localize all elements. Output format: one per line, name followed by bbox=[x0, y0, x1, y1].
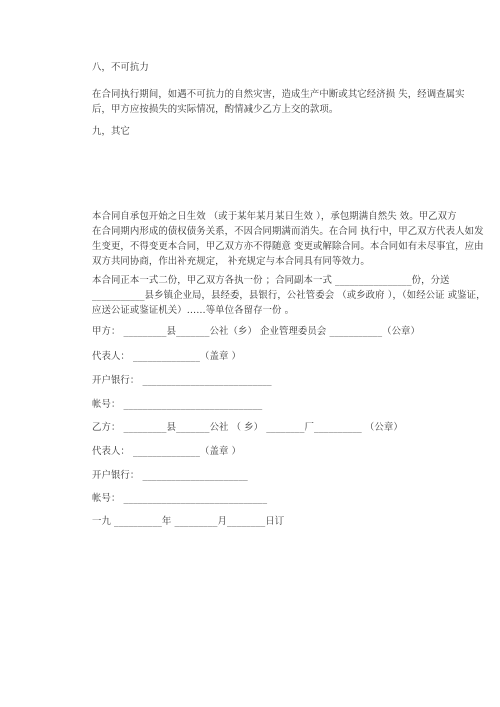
party-a-account-line: 帐号： _____________________________ bbox=[92, 399, 263, 410]
signing-date-line: 一九 __________年 _________月________日订 bbox=[92, 516, 285, 527]
validity-paragraph-line-3: 生变更，不得变更本合同，甲乙双方亦不得随意 变更或解除合同。本合同如有未尽事宜，应由 bbox=[92, 241, 484, 252]
section-8-paragraph-line-2: 后，甲方应按损失的实际情况，酌情减少乙方上交的款项。 bbox=[92, 104, 339, 115]
party-b-line: 乙方： _________县_______公社 （ 乡） ________厂__________ （公章） bbox=[92, 422, 403, 433]
validity-paragraph-line-1: 本合同自承包开始之日生效 （或于某年某月某日生效 ），承包期满自然失 效。甲乙双方 bbox=[92, 211, 457, 222]
party-a-bank-line: 开户银行： ___________________________ bbox=[92, 375, 272, 386]
party-b-bank-line: 开户银行： ______________________ bbox=[92, 470, 248, 481]
validity-paragraph-line-2: 在合同期内形成的债权债务关系，不因合同期满而消失。在合同 执行中，甲乙双方代表人如发 bbox=[92, 226, 484, 237]
section-8-heading: 八，不可抗力 bbox=[92, 62, 149, 73]
section-8-paragraph-line-1: 在合同执行期间，如遇不可抗力的自然灾害，造成生产中断或其它经济损 失，经调查属实 bbox=[92, 89, 465, 100]
party-b-account-line: 帐号： ______________________________ bbox=[92, 493, 268, 504]
copies-paragraph-line-1: 本合同正本一式二份，甲乙双方各执一份 ；合同副本一式 ________________份，分送 bbox=[92, 275, 450, 286]
party-b-representative-line: 代表人： ______________（盖章 ） bbox=[92, 446, 241, 457]
validity-paragraph-line-4: 双方共同协商，作出补充规定， 补充规定与本合同具有同等效力。 bbox=[92, 256, 370, 267]
party-a-representative-line: 代表人： ______________（盖章 ） bbox=[92, 351, 241, 362]
party-a-line: 甲方： _________县_______公社（乡） 企业管理委员会 ___________（公章） bbox=[92, 326, 421, 337]
copies-paragraph-line-3: 应送公证或鉴证机关）……等单位各留存一份 。 bbox=[92, 305, 295, 316]
copies-paragraph-line-2: ___________县乡镇企业局，县经委，县银行，公社管委会 （或乡政府 ），（如经公证 或鉴证， bbox=[92, 290, 486, 301]
section-9-heading: 九，其它 bbox=[92, 126, 130, 137]
